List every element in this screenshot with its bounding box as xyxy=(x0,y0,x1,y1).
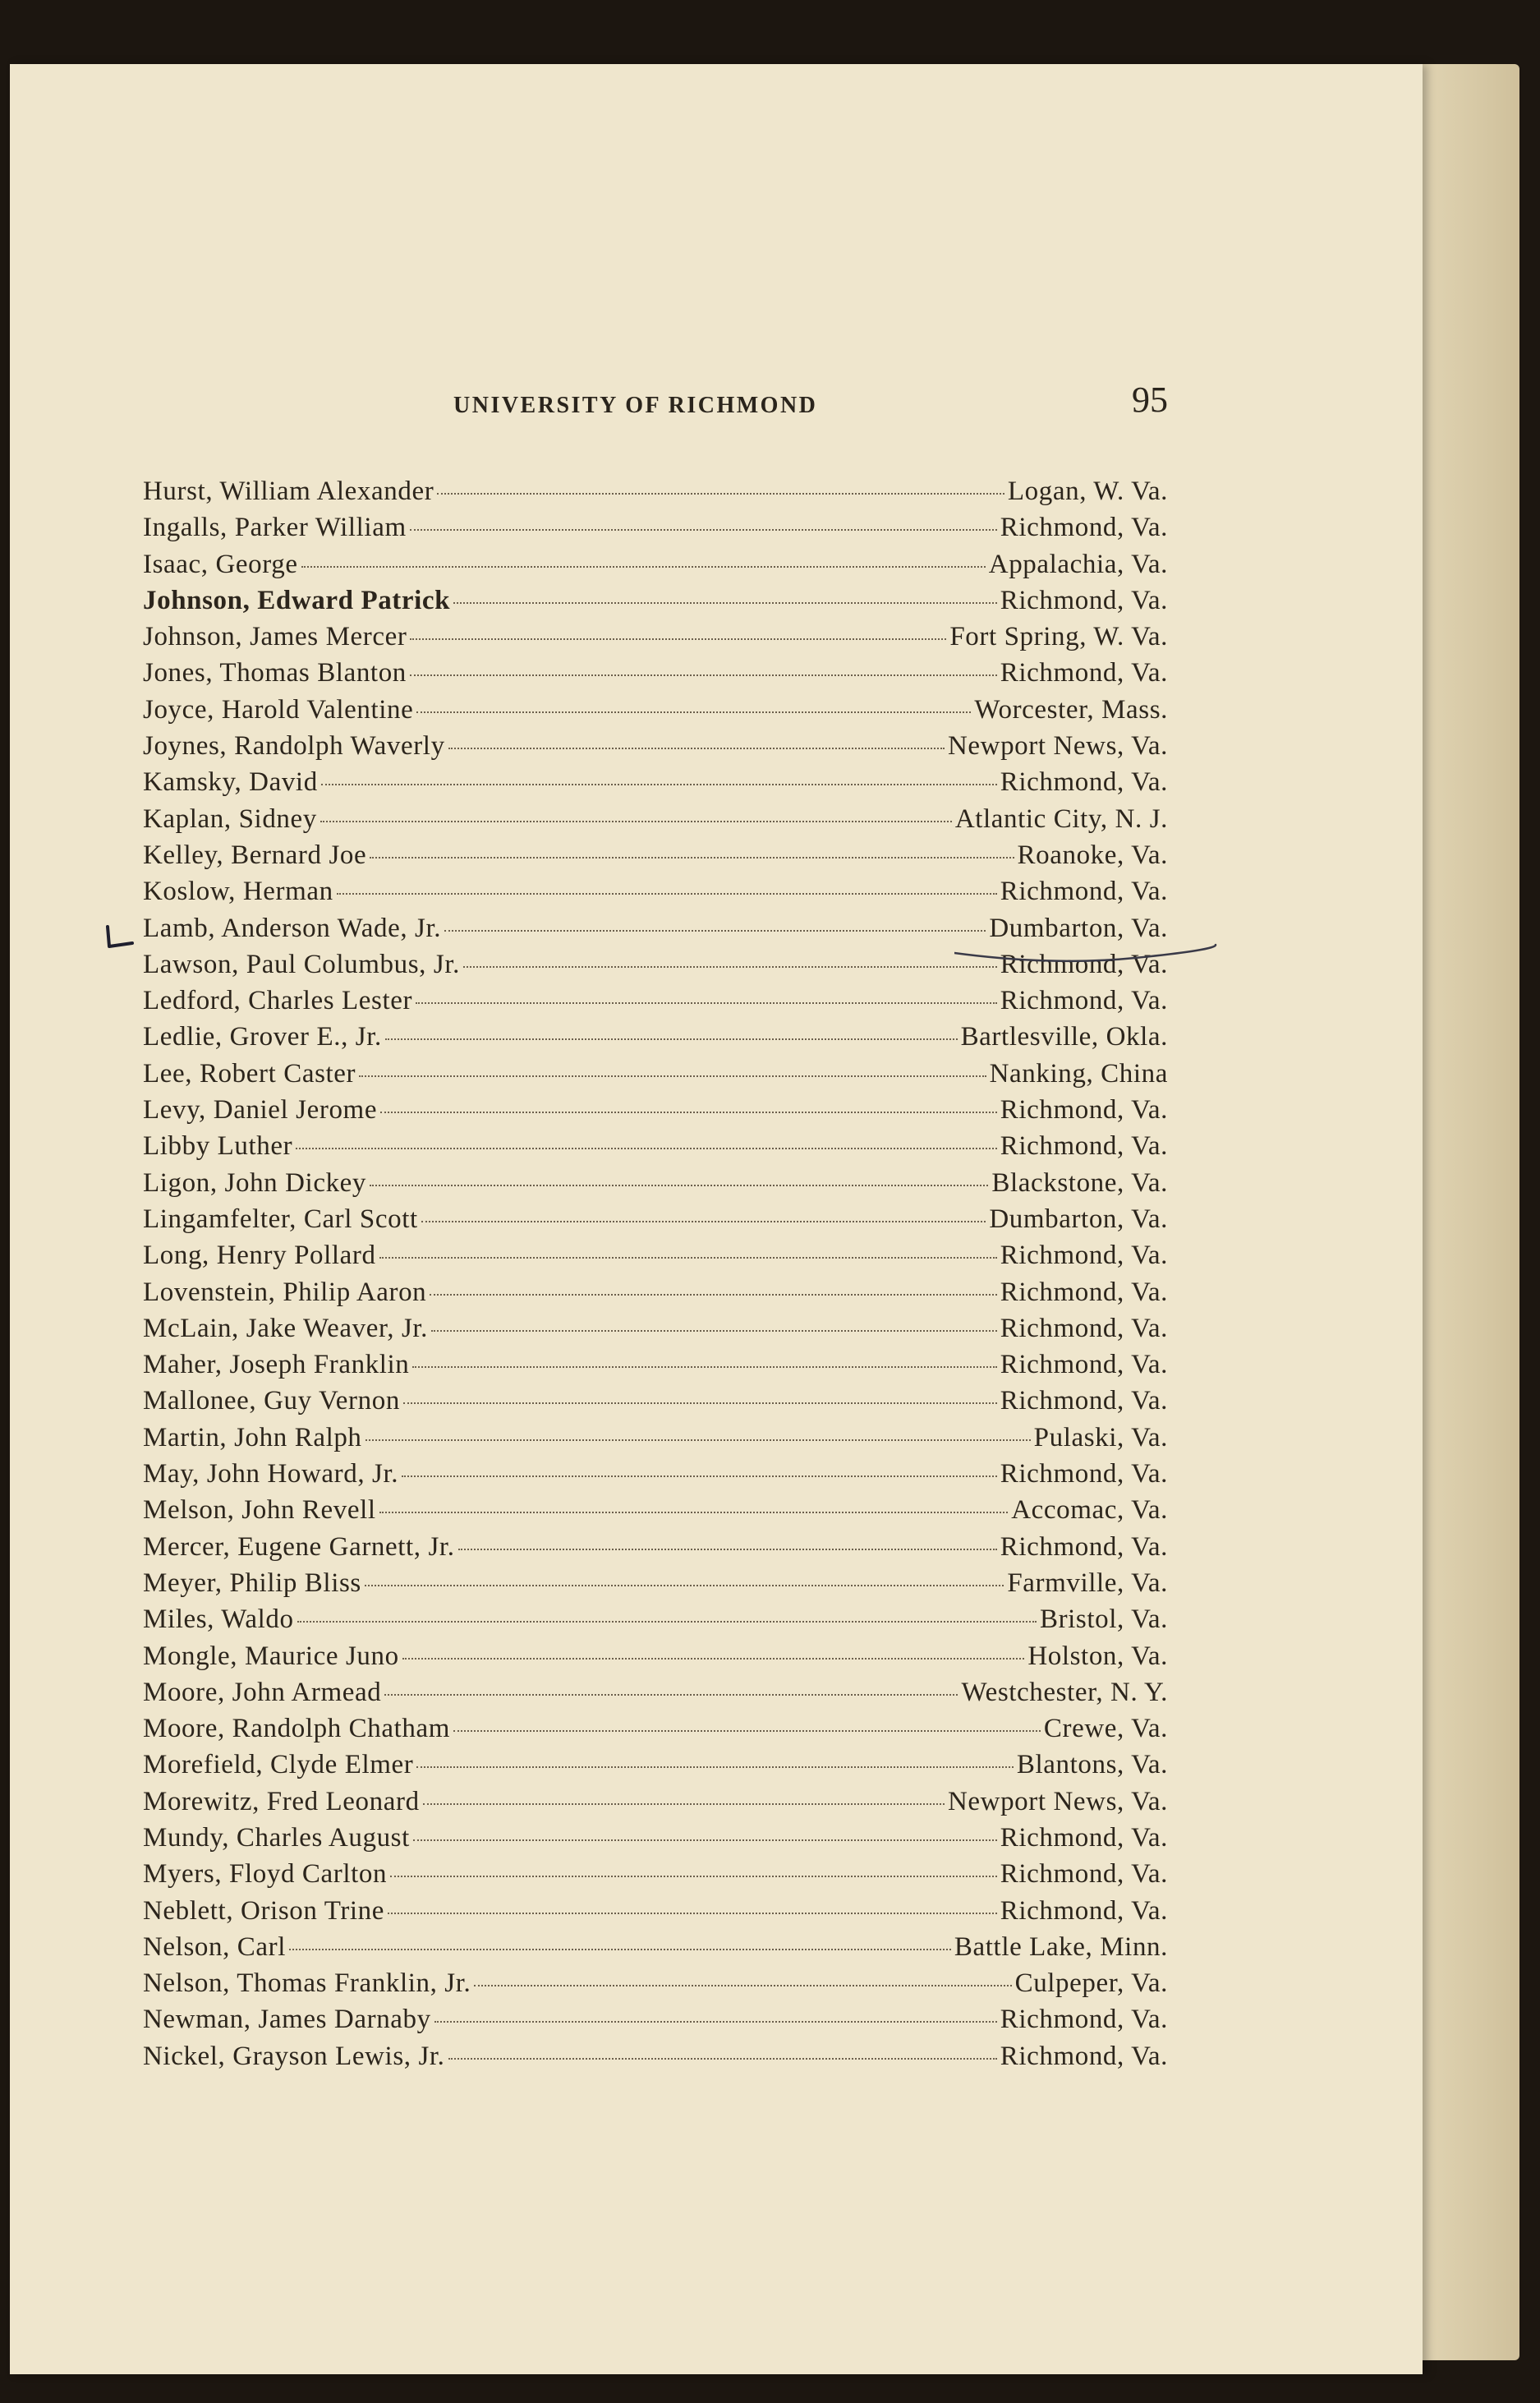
hometown: Richmond, Va. xyxy=(1000,1859,1168,1890)
dot-leader xyxy=(421,1221,986,1222)
student-name: Joynes, Randolph Waverly xyxy=(143,731,445,762)
hometown: Richmond, Va. xyxy=(1000,2005,1168,2035)
student-name: Jones, Thomas Blanton xyxy=(143,658,407,688)
roster-entry xyxy=(143,1204,1168,1241)
dot-leader xyxy=(416,711,971,713)
student-name: Nelson, Carl xyxy=(143,1931,287,1962)
hometown: Holston, Va. xyxy=(1027,1641,1168,1671)
roster-entry xyxy=(143,1095,1168,1131)
hometown: Newport News, Va. xyxy=(947,1786,1168,1816)
roster-entry xyxy=(143,1750,1168,1786)
roster-entry xyxy=(143,731,1168,767)
roster-entry xyxy=(143,840,1168,877)
hometown: Pulaski, Va. xyxy=(1033,1422,1168,1452)
hometown: Westchester, N. Y. xyxy=(961,1677,1168,1707)
hometown: Richmond, Va. xyxy=(1000,1895,1168,1926)
dot-leader xyxy=(384,1694,958,1696)
hometown: Fort Spring, W. Va. xyxy=(949,622,1168,652)
dot-leader xyxy=(430,1294,996,1296)
hometown: Richmond, Va. xyxy=(1000,986,1168,1016)
student-name: Maher, Joseph Franklin xyxy=(143,1350,410,1380)
hometown: Richmond, Va. xyxy=(1000,1095,1168,1126)
roster-entry xyxy=(143,1604,1168,1641)
student-name: Johnson, James Mercer xyxy=(143,622,407,652)
roster-entry xyxy=(143,804,1168,840)
student-name: Isaac, George xyxy=(143,549,298,579)
roster-entry xyxy=(143,586,1168,622)
roster-entry xyxy=(143,476,1168,513)
hometown: Richmond, Va. xyxy=(1000,1386,1168,1416)
hometown: Bristol, Va. xyxy=(1039,1604,1168,1635)
pencil-check-mark-icon xyxy=(103,922,136,951)
student-name: Johnson, Edward Patrick xyxy=(143,585,451,615)
dot-leader xyxy=(320,821,952,822)
student-name: McLain, Jake Weaver, Jr. xyxy=(143,1313,429,1343)
student-name: Ligon, John Dickey xyxy=(143,1167,367,1198)
roster-entry xyxy=(143,1131,1168,1167)
student-name: Kamsky, David xyxy=(143,767,318,798)
dot-leader xyxy=(301,566,986,568)
student-name: Myers, Floyd Carlton xyxy=(143,1859,388,1890)
dot-leader xyxy=(388,1913,997,1914)
hometown: Blantons, Va. xyxy=(1016,1750,1168,1780)
dot-leader xyxy=(379,1512,1009,1513)
dot-leader xyxy=(370,857,1014,859)
hometown: Richmond, Va. xyxy=(1000,2041,1168,2071)
roster-entry xyxy=(143,1641,1168,1678)
student-name: Libby Luther xyxy=(143,1131,293,1162)
dot-leader xyxy=(423,1803,945,1805)
dot-leader xyxy=(416,1002,997,1004)
hometown: Logan, W. Va. xyxy=(1007,476,1168,506)
roster-entry xyxy=(143,1277,1168,1314)
student-name: Miles, Waldo xyxy=(143,1604,294,1635)
dot-leader xyxy=(410,674,997,676)
student-name: Hurst, William Alexander xyxy=(143,476,434,506)
student-name: Mongle, Maurice Juno xyxy=(143,1641,399,1671)
student-name: Moore, Randolph Chatham xyxy=(143,1714,450,1744)
dot-leader xyxy=(458,1549,997,1550)
student-name: Levy, Daniel Jerome xyxy=(143,1095,378,1126)
roster-entry xyxy=(143,767,1168,803)
hometown: Richmond, Va. xyxy=(1000,513,1168,543)
student-name: Ledlie, Grover E., Jr. xyxy=(143,1022,382,1052)
roster-entry xyxy=(143,1896,1168,1932)
student-name: Joyce, Harold Valentine xyxy=(143,694,414,725)
roster-entry xyxy=(143,1568,1168,1604)
student-name: Ingalls, Parker William xyxy=(143,513,407,543)
student-name: Lawson, Paul Columbus, Jr. xyxy=(143,949,460,979)
hometown: Nanking, China xyxy=(989,1058,1168,1089)
roster-entry xyxy=(143,1532,1168,1568)
dot-leader xyxy=(296,1148,996,1149)
dot-leader xyxy=(413,1839,997,1841)
dot-leader xyxy=(403,1402,997,1404)
hometown: Crewe, Va. xyxy=(1043,1714,1168,1744)
hometown: Richmond, Va. xyxy=(1000,1241,1168,1271)
roster-entry xyxy=(143,695,1168,731)
student-name: Morewitz, Fred Leonard xyxy=(143,1786,420,1816)
dot-leader xyxy=(444,930,986,932)
hometown: Battle Lake, Minn. xyxy=(954,1931,1168,1962)
roster-entry xyxy=(143,1714,1168,1750)
hometown: Richmond, Va. xyxy=(1000,1459,1168,1489)
roster-entry xyxy=(143,1678,1168,1714)
hometown: Dumbarton, Va. xyxy=(989,913,1168,943)
student-name: Nickel, Grayson Lewis, Jr. xyxy=(143,2041,445,2071)
roster-entry xyxy=(143,622,1168,658)
student-name: Lamb, Anderson Wade, Jr. xyxy=(143,913,442,943)
roster-entry xyxy=(143,2005,1168,2041)
dot-leader xyxy=(402,1475,997,1477)
roster-entry xyxy=(143,986,1168,1022)
student-name: Long, Henry Pollard xyxy=(143,1241,376,1271)
student-name: Kelley, Bernard Joe xyxy=(143,840,367,870)
roster-entry xyxy=(143,2042,1168,2078)
hometown: Farmville, Va. xyxy=(1007,1567,1168,1598)
student-name: Moore, John Armead xyxy=(143,1677,382,1707)
book-page xyxy=(10,64,1423,2374)
dot-leader xyxy=(380,1112,997,1113)
page-header xyxy=(141,315,1168,420)
roster-entry xyxy=(143,1168,1168,1204)
roster-entry xyxy=(143,877,1168,913)
student-name: Lingamfelter, Carl Scott xyxy=(143,1204,418,1234)
hometown: Richmond, Va. xyxy=(1000,1531,1168,1562)
roster-entry xyxy=(143,1459,1168,1495)
dot-leader xyxy=(289,1949,951,1950)
hometown: Blackstone, Va. xyxy=(991,1167,1168,1198)
dot-leader xyxy=(453,1730,1041,1732)
hometown: Accomac, Va. xyxy=(1011,1495,1168,1526)
roster-entry xyxy=(143,513,1168,549)
student-name: Meyer, Philip Bliss xyxy=(143,1567,361,1598)
student-name: Neblett, Orison Trine xyxy=(143,1895,385,1926)
dot-leader xyxy=(297,1621,1037,1623)
dot-leader xyxy=(448,748,945,749)
student-name: Morefield, Clyde Elmer xyxy=(143,1750,414,1780)
running-head: UNIVERSITY OF RICHMOND xyxy=(453,393,818,418)
hometown: Appalachia, Va. xyxy=(988,549,1168,579)
student-name: Martin, John Ralph xyxy=(143,1422,362,1452)
hometown: Richmond, Va. xyxy=(1000,949,1168,979)
dot-leader xyxy=(431,1330,997,1332)
dot-leader xyxy=(365,1439,1031,1441)
roster-entry xyxy=(143,1859,1168,1895)
hometown: Richmond, Va. xyxy=(1000,1350,1168,1380)
hometown: Atlantic City, N. J. xyxy=(954,803,1168,834)
hometown: Worcester, Mass. xyxy=(974,694,1168,725)
student-name: Nelson, Thomas Franklin, Jr. xyxy=(143,1968,471,1999)
hometown: Newport News, Va. xyxy=(947,731,1168,762)
roster-entry xyxy=(143,1386,1168,1422)
page-number: 95 xyxy=(1132,380,1168,420)
student-name: Newman, James Darnaby xyxy=(143,2005,431,2035)
pencil-strike-line-icon xyxy=(954,941,1217,974)
roster-entry xyxy=(143,1495,1168,1531)
hometown: Richmond, Va. xyxy=(1000,658,1168,688)
hometown: Roanoke, Va. xyxy=(1017,840,1168,870)
student-name: May, John Howard, Jr. xyxy=(143,1459,399,1489)
student-name: Mercer, Eugene Garnett, Jr. xyxy=(143,1531,455,1562)
student-name: Ledford, Charles Lester xyxy=(143,986,413,1016)
hometown: Richmond, Va. xyxy=(1000,767,1168,798)
dot-leader xyxy=(434,2021,997,2023)
dot-leader xyxy=(437,493,1004,495)
hometown: Culpeper, Va. xyxy=(1014,1968,1168,1999)
student-name: Lovenstein, Philip Aaron xyxy=(143,1277,427,1307)
roster-entry xyxy=(143,1059,1168,1095)
student-name: Melson, John Revell xyxy=(143,1495,376,1526)
dot-leader xyxy=(321,784,997,785)
dot-leader xyxy=(402,1658,1025,1660)
hometown: Richmond, Va. xyxy=(1000,1131,1168,1162)
student-roster xyxy=(143,476,1168,2078)
roster-entry xyxy=(143,1823,1168,1859)
hometown: Richmond, Va. xyxy=(1000,877,1168,907)
dot-leader xyxy=(370,1185,988,1186)
hometown: Richmond, Va. xyxy=(1000,1822,1168,1853)
hometown: Dumbarton, Va. xyxy=(989,1204,1168,1234)
roster-entry xyxy=(143,1241,1168,1277)
roster-entry xyxy=(143,1932,1168,1968)
hometown: Richmond, Va. xyxy=(1000,1313,1168,1343)
roster-entry xyxy=(143,1787,1168,1823)
roster-entry xyxy=(143,1350,1168,1386)
dot-leader xyxy=(416,1766,1014,1768)
dot-leader xyxy=(474,1985,1011,1986)
dot-leader xyxy=(410,529,997,531)
dot-leader xyxy=(359,1075,986,1077)
hometown: Richmond, Va. xyxy=(1000,585,1168,615)
student-name: Lee, Robert Caster xyxy=(143,1058,356,1089)
dot-leader xyxy=(448,2058,997,2060)
roster-entry xyxy=(143,1968,1168,2005)
dot-leader xyxy=(337,893,997,895)
student-name: Koslow, Herman xyxy=(143,877,333,907)
roster-entry xyxy=(143,1423,1168,1459)
roster-entry xyxy=(143,1022,1168,1058)
roster-entry xyxy=(143,1314,1168,1350)
dot-leader xyxy=(453,602,997,604)
student-name: Kaplan, Sidney xyxy=(143,803,317,834)
dot-leader xyxy=(385,1038,958,1040)
hometown: Richmond, Va. xyxy=(1000,1277,1168,1307)
dot-leader xyxy=(365,1585,1004,1586)
dot-leader xyxy=(412,1366,996,1368)
dot-leader xyxy=(410,638,946,640)
student-name: Mundy, Charles August xyxy=(143,1822,410,1853)
dot-leader xyxy=(390,1876,997,1877)
dot-leader xyxy=(379,1257,997,1259)
dot-leader xyxy=(463,966,997,968)
student-name: Mallonee, Guy Vernon xyxy=(143,1386,400,1416)
roster-entry xyxy=(143,550,1168,586)
roster-entry xyxy=(143,658,1168,694)
hometown: Bartlesville, Okla. xyxy=(960,1022,1168,1052)
